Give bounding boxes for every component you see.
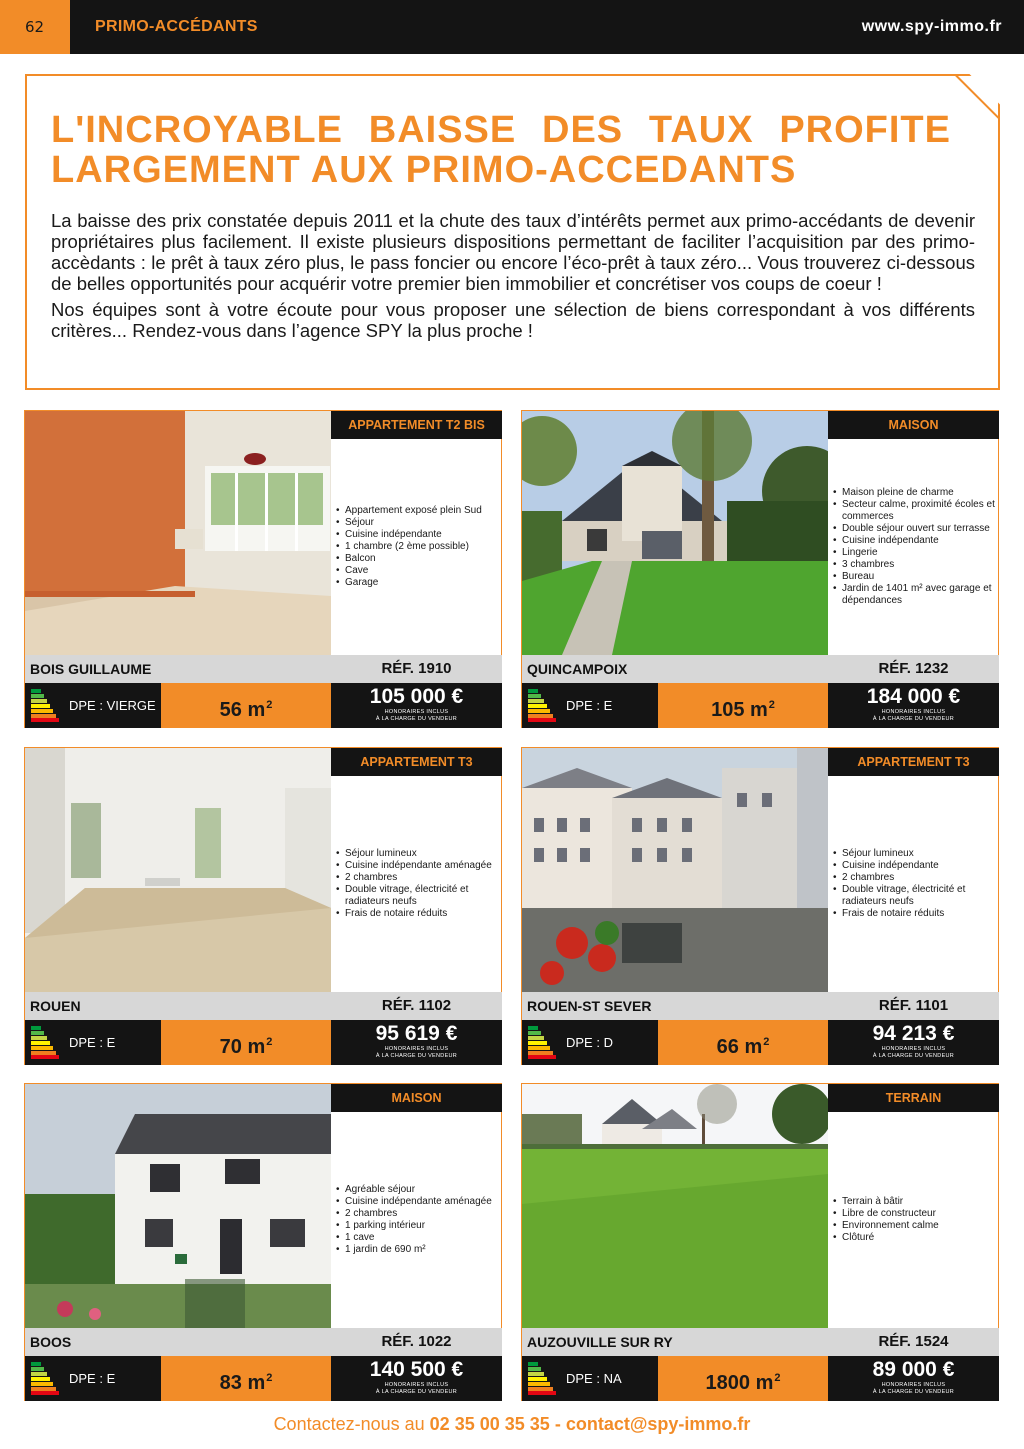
property-surface bbox=[161, 683, 331, 728]
property-photo[interactable] bbox=[522, 1084, 828, 1328]
feature-item: • Séjour lumineux bbox=[335, 848, 499, 860]
surface-unit-exponent: 2 bbox=[768, 699, 775, 711]
city-ref-band bbox=[25, 655, 502, 683]
listing-card[interactable] bbox=[521, 1083, 999, 1401]
price-box bbox=[828, 1356, 999, 1401]
property-reference: RÉF. 1910 bbox=[381, 660, 452, 677]
feature-item: • 2 chambres bbox=[335, 872, 499, 884]
surface-unit-exponent: 2 bbox=[266, 1036, 273, 1048]
feature-item: • 1 parking intérieur bbox=[335, 1220, 499, 1232]
property-photo[interactable] bbox=[522, 748, 828, 992]
property-photo[interactable] bbox=[522, 411, 828, 655]
listing-card[interactable] bbox=[24, 410, 502, 728]
energy-rating bbox=[522, 683, 658, 728]
property-type: MAISON bbox=[828, 411, 999, 439]
fees-note-line1: HONORAIRES INCLUS bbox=[384, 1046, 449, 1052]
property-type: APPARTEMENT T2 BIS bbox=[331, 411, 502, 439]
footer-email[interactable]: contact@spy-immo.fr bbox=[565, 1414, 751, 1434]
feature-item: • Cuisine indépendante bbox=[335, 529, 499, 541]
details-band bbox=[25, 1356, 502, 1401]
property-reference: RÉF. 1022 bbox=[381, 1333, 452, 1350]
property-surface bbox=[658, 1356, 828, 1401]
surface-unit-exponent: 2 bbox=[774, 1372, 781, 1384]
intro-paragraph-2: Nos équipes sont à votre écoute pour vous proposer une sélection de biens correspondant à vos différents critères... Rendez-vous dans l’agence SPY la plus proche ! bbox=[51, 299, 975, 341]
footer-phone[interactable]: 02 35 00 35 35 bbox=[429, 1414, 550, 1434]
fees-note-line1: HONORAIRES INCLUS bbox=[881, 1382, 946, 1388]
feature-list bbox=[335, 776, 499, 992]
property-city: ROUEN-ST SEVER bbox=[527, 998, 652, 1014]
fees-note-line1: HONORAIRES INCLUS bbox=[384, 709, 449, 715]
energy-rating-label: DPE : NA bbox=[566, 1371, 622, 1386]
details-band bbox=[25, 683, 502, 728]
property-reference: RÉF. 1232 bbox=[878, 660, 949, 677]
fees-note-line1: HONORAIRES INCLUS bbox=[881, 1046, 946, 1052]
energy-rating-label: DPE : D bbox=[566, 1035, 613, 1050]
property-city: QUINCAMPOIX bbox=[527, 661, 628, 677]
price-box bbox=[331, 1020, 502, 1065]
property-price: 89 000 € bbox=[872, 1358, 955, 1381]
feature-item: • 1 cave bbox=[335, 1232, 499, 1244]
surface-value: 66 m bbox=[716, 1036, 763, 1058]
details-band bbox=[25, 1020, 502, 1065]
feature-item: • Terrain à bâtir bbox=[832, 1196, 996, 1208]
listing-card[interactable] bbox=[521, 747, 999, 1065]
feature-item: • Secteur calme, proximité écoles et commerces bbox=[832, 499, 996, 523]
feature-item: • Jardin de 1401 m² avec garage et dépendances bbox=[832, 583, 996, 607]
energy-scale-icon bbox=[31, 1362, 61, 1395]
price-box bbox=[331, 683, 502, 728]
feature-item: • Garage bbox=[335, 577, 499, 589]
property-reference: RÉF. 1101 bbox=[878, 997, 949, 1014]
property-reference: RÉF. 1524 bbox=[878, 1333, 949, 1350]
energy-rating bbox=[25, 1020, 161, 1065]
energy-scale-icon bbox=[31, 689, 61, 722]
section-title: PRIMO-ACCÉDANTS bbox=[95, 18, 258, 35]
feature-item: • Clôturé bbox=[832, 1232, 996, 1244]
property-photo[interactable] bbox=[25, 411, 331, 655]
fees-note-line2: À LA CHARGE DU VENDEUR bbox=[872, 1388, 955, 1395]
feature-item: • Cuisine indépendante aménagée bbox=[335, 1196, 499, 1208]
feature-item: • Agréable séjour bbox=[335, 1184, 499, 1196]
property-price: 95 619 € bbox=[375, 1022, 458, 1045]
feature-list bbox=[832, 1112, 996, 1328]
feature-item: • 2 chambres bbox=[335, 1208, 499, 1220]
fees-note-line2: À LA CHARGE DU VENDEUR bbox=[375, 715, 458, 722]
listing-card[interactable] bbox=[521, 410, 999, 728]
property-photo[interactable] bbox=[25, 748, 331, 992]
property-type: APPARTEMENT T3 bbox=[828, 748, 999, 776]
feature-item: • Bureau bbox=[832, 571, 996, 583]
feature-item: • 3 chambres bbox=[832, 559, 996, 571]
surface-value: 83 m bbox=[219, 1372, 266, 1394]
fees-note-line2: À LA CHARGE DU VENDEUR bbox=[375, 1388, 458, 1395]
feature-item: • Séjour lumineux bbox=[832, 848, 996, 860]
fees-note-line2: À LA CHARGE DU VENDEUR bbox=[872, 715, 955, 722]
property-city: AUZOUVILLE SUR RY bbox=[527, 1334, 673, 1350]
price-box bbox=[331, 1356, 502, 1401]
page-number: 62 bbox=[0, 0, 70, 54]
city-ref-band bbox=[522, 655, 999, 683]
energy-rating bbox=[522, 1020, 658, 1065]
surface-unit-exponent: 2 bbox=[763, 1036, 770, 1048]
intro-title bbox=[51, 110, 951, 190]
property-type: TERRAIN bbox=[828, 1084, 999, 1112]
city-ref-band bbox=[522, 992, 999, 1020]
details-band bbox=[522, 1020, 999, 1065]
feature-item: • Cuisine indépendante aménagée bbox=[335, 860, 499, 872]
website-link[interactable]: www.spy-immo.fr bbox=[861, 18, 1002, 35]
property-surface bbox=[658, 683, 828, 728]
surface-value: 70 m bbox=[219, 1036, 266, 1058]
property-city: ROUEN bbox=[30, 998, 81, 1014]
feature-list bbox=[335, 1112, 499, 1328]
energy-rating-label: DPE : E bbox=[566, 698, 613, 713]
property-surface bbox=[658, 1020, 828, 1065]
fees-note-line2: À LA CHARGE DU VENDEUR bbox=[375, 1052, 458, 1059]
contact-footer bbox=[0, 1414, 1024, 1435]
feature-item: • Cave bbox=[335, 565, 499, 577]
feature-item: • Libre de constructeur bbox=[832, 1208, 996, 1220]
property-surface bbox=[161, 1020, 331, 1065]
energy-rating-label: DPE : VIERGE bbox=[69, 698, 156, 713]
footer-prefix: Contactez-nous au bbox=[273, 1414, 425, 1434]
feature-item: • Cuisine indépendante bbox=[832, 860, 996, 872]
feature-item: • Frais de notaire réduits bbox=[335, 908, 499, 920]
city-ref-band bbox=[25, 1328, 502, 1356]
header-bar bbox=[0, 0, 1024, 54]
property-price: 140 500 € bbox=[369, 1358, 464, 1381]
property-price: 105 000 € bbox=[369, 685, 464, 708]
feature-item: • Appartement exposé plein Sud bbox=[335, 505, 499, 517]
details-band bbox=[522, 683, 999, 728]
energy-rating bbox=[522, 1356, 658, 1401]
feature-item: • Frais de notaire réduits bbox=[832, 908, 996, 920]
energy-scale-icon bbox=[528, 1026, 558, 1059]
city-ref-band bbox=[522, 1328, 999, 1356]
feature-item: • 1 jardin de 690 m² bbox=[335, 1244, 499, 1256]
feature-item: • Cuisine indépendante bbox=[832, 535, 996, 547]
property-price: 184 000 € bbox=[866, 685, 961, 708]
feature-list bbox=[335, 439, 499, 655]
feature-item: • Double vitrage, électricité et radiateurs neufs bbox=[335, 884, 499, 908]
property-reference: RÉF. 1102 bbox=[381, 997, 452, 1014]
energy-scale-icon bbox=[528, 689, 558, 722]
intro-paragraph-1: La baisse des prix constatée depuis 2011 et la chute des taux d’intérêts permet aux primo-accédants de devenir propriétaires plus facilement. Il existe plusieurs dispositions permettant de faciliter l’acquisition par des primo-accèdants : le prêt à taux zéro plus, le pass foncier ou encore l’éco-prêt à taux zéro... Vous trouverez ci-dessous de belles opportunités pour acquérir votre premier bien immobilier et concrétiser vos coups de coeur ! bbox=[51, 210, 975, 294]
property-surface bbox=[161, 1356, 331, 1401]
property-price: 94 213 € bbox=[872, 1022, 955, 1045]
property-type: APPARTEMENT T3 bbox=[331, 748, 502, 776]
feature-item: • 2 chambres bbox=[832, 872, 996, 884]
price-box bbox=[828, 1020, 999, 1065]
feature-item: • Maison pleine de charme bbox=[832, 487, 996, 499]
fees-note-line1: HONORAIRES INCLUS bbox=[881, 709, 946, 715]
listing-card[interactable] bbox=[24, 747, 502, 1065]
energy-scale-icon bbox=[528, 1362, 558, 1395]
property-city: BOOS bbox=[30, 1334, 72, 1350]
feature-item: • Balcon bbox=[335, 553, 499, 565]
property-type: MAISON bbox=[331, 1084, 502, 1112]
intro-text bbox=[51, 210, 975, 341]
feature-item: • Double séjour ouvert sur terrasse bbox=[832, 523, 996, 535]
feature-list bbox=[832, 776, 996, 992]
property-photo[interactable] bbox=[25, 1084, 331, 1328]
surface-unit-exponent: 2 bbox=[266, 699, 273, 711]
feature-item: • Environnement calme bbox=[832, 1220, 996, 1232]
surface-unit-exponent: 2 bbox=[266, 1372, 273, 1384]
price-box bbox=[828, 683, 999, 728]
fees-note-line2: À LA CHARGE DU VENDEUR bbox=[872, 1052, 955, 1059]
feature-item: • Lingerie bbox=[832, 547, 996, 559]
property-city: BOIS GUILLAUME bbox=[30, 661, 152, 677]
listing-card[interactable] bbox=[24, 1083, 502, 1401]
energy-rating-label: DPE : E bbox=[69, 1035, 116, 1050]
feature-item: • Séjour bbox=[335, 517, 499, 529]
feature-list bbox=[832, 439, 996, 655]
surface-value: 1800 m bbox=[705, 1372, 774, 1394]
surface-value: 105 m bbox=[711, 699, 768, 721]
surface-value: 56 m bbox=[219, 699, 266, 721]
energy-scale-icon bbox=[31, 1026, 61, 1059]
footer-separator: - bbox=[554, 1414, 561, 1434]
energy-rating-label: DPE : E bbox=[69, 1371, 116, 1386]
energy-rating bbox=[25, 1356, 161, 1401]
feature-item: • 1 chambre (2 ème possible) bbox=[335, 541, 499, 553]
details-band bbox=[522, 1356, 999, 1401]
fees-note-line1: HONORAIRES INCLUS bbox=[384, 1382, 449, 1388]
feature-item: • Double vitrage, électricité et radiateurs neufs bbox=[832, 884, 996, 908]
city-ref-band bbox=[25, 992, 502, 1020]
energy-rating bbox=[25, 683, 161, 728]
intro-title-line1: L'INCROYABLE BAISSE DES TAUX PROFITE bbox=[51, 109, 951, 151]
folded-corner bbox=[954, 74, 1000, 120]
intro-box bbox=[25, 74, 1000, 390]
intro-title-line2: LARGEMENT AUX PRIMO-ACCEDANTS bbox=[51, 149, 797, 191]
